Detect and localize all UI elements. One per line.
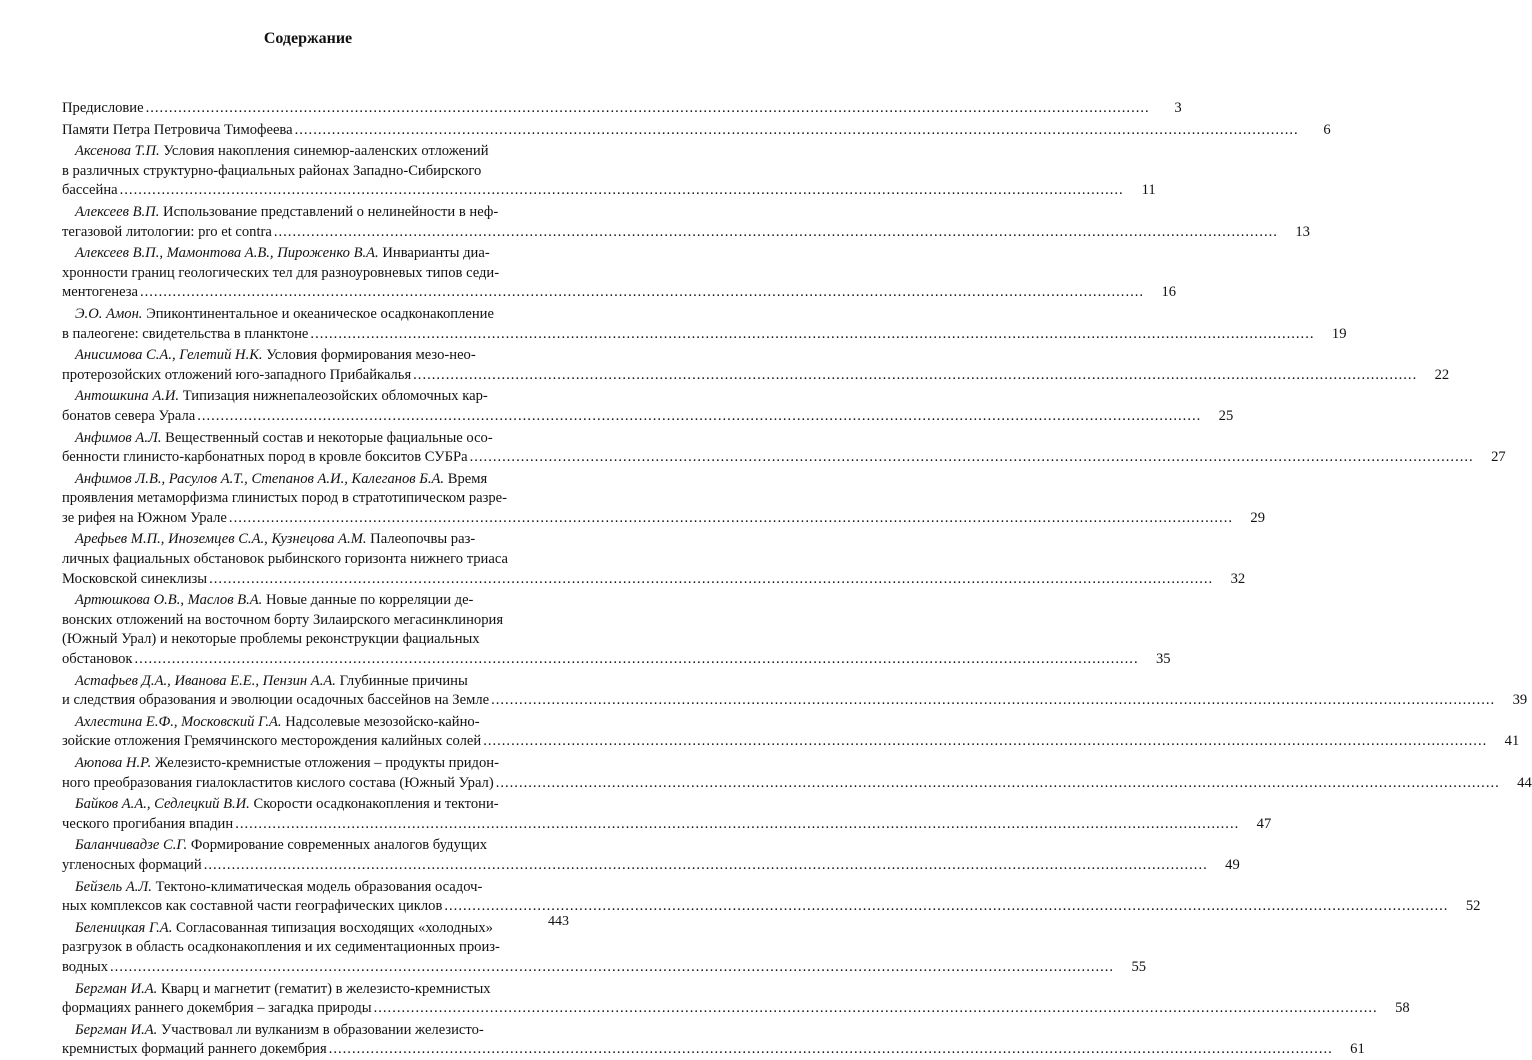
dot-leader: [496, 774, 1500, 794]
toc-entry-title: Памяти Петра Петровича Тимофеева: [62, 121, 293, 138]
toc-entry-authors: Аюпова Н.Р.: [75, 755, 152, 771]
toc-entry-title: обстановок: [62, 651, 133, 668]
toc-entry-title: в различных структурно-фациальных районах Западно-Сибирского: [62, 162, 482, 179]
toc-entry-line: [62, 162, 1126, 182]
toc-entry-title: угленосных формаций: [62, 856, 202, 873]
toc-entry-authors: Бергман И.А.: [75, 1021, 158, 1038]
toc-entry-text: [62, 980, 1380, 1019]
toc-entry-title: Условия формирования мезо-нео-: [262, 347, 476, 364]
toc-entry-line: [62, 713, 1489, 733]
toc-entry-authors: Арефьев М.П., Иноземцев С.А., Кузнецова А.М.: [75, 531, 367, 548]
toc-entry-page: 44: [1517, 774, 1532, 791]
toc-entry-text: [62, 530, 1215, 589]
dot-leader: [274, 223, 1278, 243]
toc-entry-page: 52: [1465, 898, 1481, 915]
toc-entry-line: [62, 570, 1215, 590]
toc-entry-title: разгрузок в область осадконакопления и их седиментационных произ-: [62, 939, 500, 956]
toc-entry-page: 55: [1131, 958, 1147, 975]
table-of-contents: [62, 99, 1532, 1060]
toc-entry: [62, 99, 1182, 119]
toc-entry-title: Новые данные по корреляции де-: [262, 592, 474, 609]
toc-entry-text: [62, 836, 1210, 875]
toc-entry-title: бассейна: [62, 182, 118, 199]
toc-entry-text: [62, 142, 1126, 201]
toc-entry-line: [62, 856, 1210, 876]
toc-entry-authors: Бейзель А.Л.: [75, 878, 152, 895]
toc-entry-title: бенности глинисто-карбонатных пород в кровле бокситов СУБРа: [62, 449, 468, 466]
page-title: Содержание: [263, 30, 353, 47]
toc-entry: [62, 919, 1147, 978]
toc-entry-title: Инварианты диа-: [378, 245, 490, 262]
toc-entry-title: в палеогене: свидетельства в планктоне: [62, 325, 309, 342]
toc-entry-text: [62, 346, 1419, 385]
toc-entry-line: [62, 121, 1301, 141]
toc-entry: [62, 980, 1410, 1019]
toc-entry: [62, 713, 1520, 752]
toc-entry-line: [62, 550, 1215, 570]
toc-entry-authors: Артюшкова О.В., Маслов В.А.: [75, 592, 263, 609]
toc-entry-line: [62, 223, 1280, 243]
toc-entry-authors: Алексеев В.П., Мамонтова А.В., Пироженко В.А.: [75, 245, 379, 262]
toc-entry-text: [62, 1021, 1335, 1060]
toc-entry-text: [62, 203, 1280, 242]
toc-entry-page: 27: [1491, 449, 1506, 466]
toc-entry: [62, 878, 1481, 917]
toc-entry-line: [62, 591, 1141, 611]
toc-entry-text: [62, 244, 1146, 303]
toc-entry-line: [62, 691, 1497, 711]
dot-leader: [329, 1040, 1333, 1060]
toc-entry-page: 39: [1512, 692, 1528, 709]
toc-entry-line: [62, 366, 1419, 386]
toc-entry-title: Предисловие: [62, 100, 144, 116]
toc-entry-title: Условия накопления синемюр-ааленских отложений: [159, 143, 489, 160]
toc-entry: [62, 530, 1246, 589]
toc-entry-line: [62, 630, 1141, 650]
dot-leader: [483, 732, 1487, 752]
toc-entry-text: [62, 387, 1203, 426]
toc-entry-line: [62, 1040, 1335, 1060]
toc-entry-authors: Аксенова Т.П.: [75, 143, 160, 160]
toc-entry: [62, 121, 1331, 141]
toc-entry-title: тегазовой литологии: pro et contra: [62, 223, 272, 240]
toc-entry-authors: Анфимов А.Л.: [75, 429, 162, 446]
toc-entry-line: [62, 407, 1203, 427]
toc-entry: [62, 591, 1171, 669]
toc-entry-line: [62, 387, 1203, 407]
toc-entry-text: [62, 878, 1450, 917]
toc-entry: [62, 305, 1347, 344]
toc-entry-text: [62, 121, 1301, 141]
toc-entry-page: 32: [1230, 570, 1246, 587]
toc-entry-title: ного преобразования гиалокластитов кислого состава (Южный Урал): [62, 774, 494, 791]
toc-entry-line: [62, 650, 1141, 670]
toc-entry: [62, 836, 1240, 875]
toc-entry-page: 35: [1156, 651, 1171, 668]
toc-entry: [62, 470, 1265, 529]
toc-entry-text: [62, 99, 1152, 119]
toc-entry-title: хронности границ геологических тел для разноуровневых типов седи-: [62, 264, 500, 281]
toc-entry-page: 58: [1395, 1000, 1410, 1017]
toc-entry-line: [62, 1021, 1335, 1041]
toc-entry-line: [62, 530, 1215, 550]
dot-leader: [235, 815, 1239, 835]
toc-entry-line: [62, 938, 1116, 958]
dot-leader: [374, 999, 1378, 1019]
toc-entry-text: [62, 591, 1141, 669]
toc-entry-line: [62, 958, 1116, 978]
toc-entry-line: [62, 815, 1241, 835]
toc-entry-line: [62, 980, 1380, 1000]
toc-entry-title: бонатов севера Урала: [62, 407, 196, 424]
dot-leader: [197, 407, 1201, 427]
toc-entry-text: [62, 429, 1476, 468]
toc-entry-page: 29: [1250, 509, 1265, 526]
toc-entry-title: Использование представлений о нелинейности в неф-: [159, 203, 499, 220]
toc-entry-authors: Анисимова С.А., Гелетий Н.К.: [75, 347, 263, 364]
dot-leader: [110, 958, 1114, 978]
toc-entry: [62, 429, 1506, 468]
toc-entry-title: зе рифея на Южном Урале: [62, 509, 227, 526]
toc-entry-line: [62, 836, 1210, 856]
toc-entry-title: протерозойских отложений юго-западного Прибайкалья: [62, 366, 412, 383]
toc-entry-title: Формирование современных аналогов будущих: [187, 837, 488, 854]
toc-entry-title: личных фациальных обстановок рыбинского горизонта нижнего триаса: [62, 551, 508, 568]
toc-entry: [62, 795, 1272, 834]
toc-entry: [62, 203, 1310, 242]
toc-entry-page: 41: [1504, 733, 1520, 750]
toc-entry-title: ческого прогибания впадин: [62, 815, 234, 832]
toc-entry-line: [62, 795, 1241, 815]
toc-entry-line: [62, 429, 1476, 449]
toc-entry-line: [62, 142, 1126, 162]
toc-entry-page: 6: [1323, 121, 1331, 138]
toc-entry-title: (Южный Урал) и некоторые проблемы реконструкции фациальных: [62, 631, 480, 648]
toc-entry-line: [62, 346, 1419, 366]
toc-entry-line: [62, 181, 1126, 201]
toc-entry-authors: Э.О. Амон.: [75, 305, 143, 322]
toc-entry-line: [62, 509, 1235, 529]
dot-leader: [470, 448, 1474, 468]
toc-entry-page: 25: [1218, 407, 1234, 424]
toc-entry: [62, 244, 1177, 303]
toc-entry-text: [62, 713, 1489, 752]
dot-leader: [146, 99, 1150, 119]
toc-entry-title: Кварц и магнетит (гематит) в железисто-кремнистых: [157, 980, 491, 997]
toc-entry-title: и следствия образования и эволюции осадочных бассейнов на Земле: [62, 692, 490, 709]
toc-entry-line: [62, 203, 1280, 223]
toc-entry-authors: Астафьев Д.А., Иванова Е.Е., Пензин А.А.: [75, 672, 336, 689]
toc-entry-page: 61: [1350, 1041, 1365, 1058]
toc-entry-title: Участвовал ли вулканизм в образовании железисто-: [157, 1021, 484, 1038]
toc-entry-line: [62, 470, 1235, 490]
toc-entry-title: Типизация нижнепалеозойских обломочных кар-: [179, 388, 488, 405]
toc-entry-title: Глубинные причины: [335, 672, 468, 689]
toc-entry-text: [62, 672, 1497, 711]
toc-entry-authors: Ахлестина Е.Ф., Московский Г.А.: [75, 713, 282, 730]
toc-entry-title: Московской синеклизы: [62, 570, 208, 587]
toc-entry-title: зойские отложения Гремячинского месторождения калийных солей: [62, 733, 482, 750]
dot-leader: [120, 181, 1124, 201]
toc-entry-title: Палеопочвы раз-: [366, 531, 476, 548]
dot-leader: [209, 570, 1213, 590]
toc-entry: [62, 346, 1450, 385]
toc-entry-page: 49: [1225, 856, 1240, 873]
dot-leader: [491, 691, 1495, 711]
dot-leader: [295, 121, 1299, 141]
toc-entry-text: [62, 919, 1116, 978]
dot-leader: [229, 509, 1233, 529]
toc-entry: [62, 387, 1234, 426]
toc-entry-authors: Байков А.А., Седлецкий В.И.: [75, 796, 250, 813]
toc-entry-title: формациях раннего докембрия – загадка природы: [62, 1000, 372, 1017]
dot-leader: [444, 897, 1448, 917]
toc-entry-authors: Бергман И.А.: [75, 980, 158, 997]
toc-entry-title: кремнистых формаций раннего докембрия: [62, 1041, 327, 1058]
toc-entry-title: Тектоно-климатическая модель образования осадоч-: [151, 878, 483, 895]
toc-entry: [62, 672, 1528, 711]
toc-entry-line: [62, 325, 1316, 345]
toc-entry-page: 3: [1174, 100, 1182, 116]
toc-entry-authors: Алексеев В.П.: [75, 203, 160, 220]
toc-entry-page: 13: [1295, 223, 1310, 240]
toc-entry-line: [62, 244, 1146, 264]
toc-entry-title: Вещественный состав и некоторые фациальные осо-: [161, 429, 493, 446]
toc-entry-line: [62, 264, 1146, 284]
toc-entry-page: 11: [1141, 182, 1156, 199]
toc-entry-line: [62, 489, 1235, 509]
toc-entry-page: 16: [1161, 284, 1177, 301]
toc-entry-title: ных комплексов как составной части географических циклов: [62, 898, 443, 915]
toc-entry-title: водных: [62, 958, 109, 975]
toc-entry: [62, 1021, 1365, 1060]
toc-entry-line: [62, 672, 1497, 692]
toc-entry-title: ментогенеза: [62, 284, 138, 301]
toc-entry-authors: Анфимов Л.В., Расулов А.Т., Степанов А.И., Калеганов Б.А.: [75, 470, 445, 487]
toc-entry-title: вонских отложений на восточном борту Зилаирского мегасинклинория: [62, 611, 504, 628]
toc-entry-line: [62, 774, 1502, 794]
toc-entry-authors: Баланчивадзе С.Г.: [75, 837, 188, 854]
toc-entry-line: [62, 305, 1316, 325]
toc-entry-text: [62, 795, 1241, 834]
toc-entry-line: [62, 611, 1141, 631]
toc-entry-title: Железисто-кремнистые отложения – продукты придон-: [151, 755, 499, 771]
toc-entry-line: [62, 919, 1116, 939]
toc-entry: [62, 142, 1156, 201]
toc-entry-text: [62, 305, 1316, 344]
toc-entry-line: [62, 878, 1450, 898]
dot-leader: [204, 856, 1208, 876]
toc-entry-authors: Антошкина А.И.: [75, 388, 180, 405]
toc-entry-line: [62, 732, 1489, 752]
toc-entry-page: 22: [1434, 366, 1450, 383]
toc-entry-line: [62, 283, 1146, 303]
toc-entry-text: [62, 754, 1502, 793]
dot-leader: [135, 650, 1139, 670]
dot-leader: [310, 325, 1314, 345]
toc-entry-title: Эпиконтинентальное и океаническое осадконакопление: [142, 305, 494, 322]
page-number: 443: [548, 914, 569, 929]
toc-entry-title: Время: [444, 470, 488, 487]
toc-entry-line: [62, 448, 1476, 468]
toc-entry: [62, 754, 1532, 793]
toc-entry-title: Надсолевые мезозойско-кайно-: [281, 713, 480, 730]
toc-entry-title: Согласованная типизация восходящих «холодных»: [172, 919, 493, 936]
toc-entry-title: проявления метаморфизма глинистых пород в стратотипическом разре-: [62, 490, 508, 507]
toc-entry-line: [62, 999, 1380, 1019]
toc-entry-line: [62, 897, 1450, 917]
toc-entry-authors: Беленицкая Г.А.: [75, 919, 173, 936]
dot-leader: [413, 366, 1417, 386]
dot-leader: [140, 283, 1144, 303]
toc-entry-page: 47: [1256, 815, 1272, 832]
toc-entry-line: [62, 99, 1152, 119]
toc-entry-line: [62, 754, 1502, 774]
toc-entry-text: [62, 470, 1235, 529]
toc-entry-page: 19: [1331, 325, 1347, 342]
toc-entry-title: Скорости осадконакопления и тектони-: [249, 796, 499, 813]
